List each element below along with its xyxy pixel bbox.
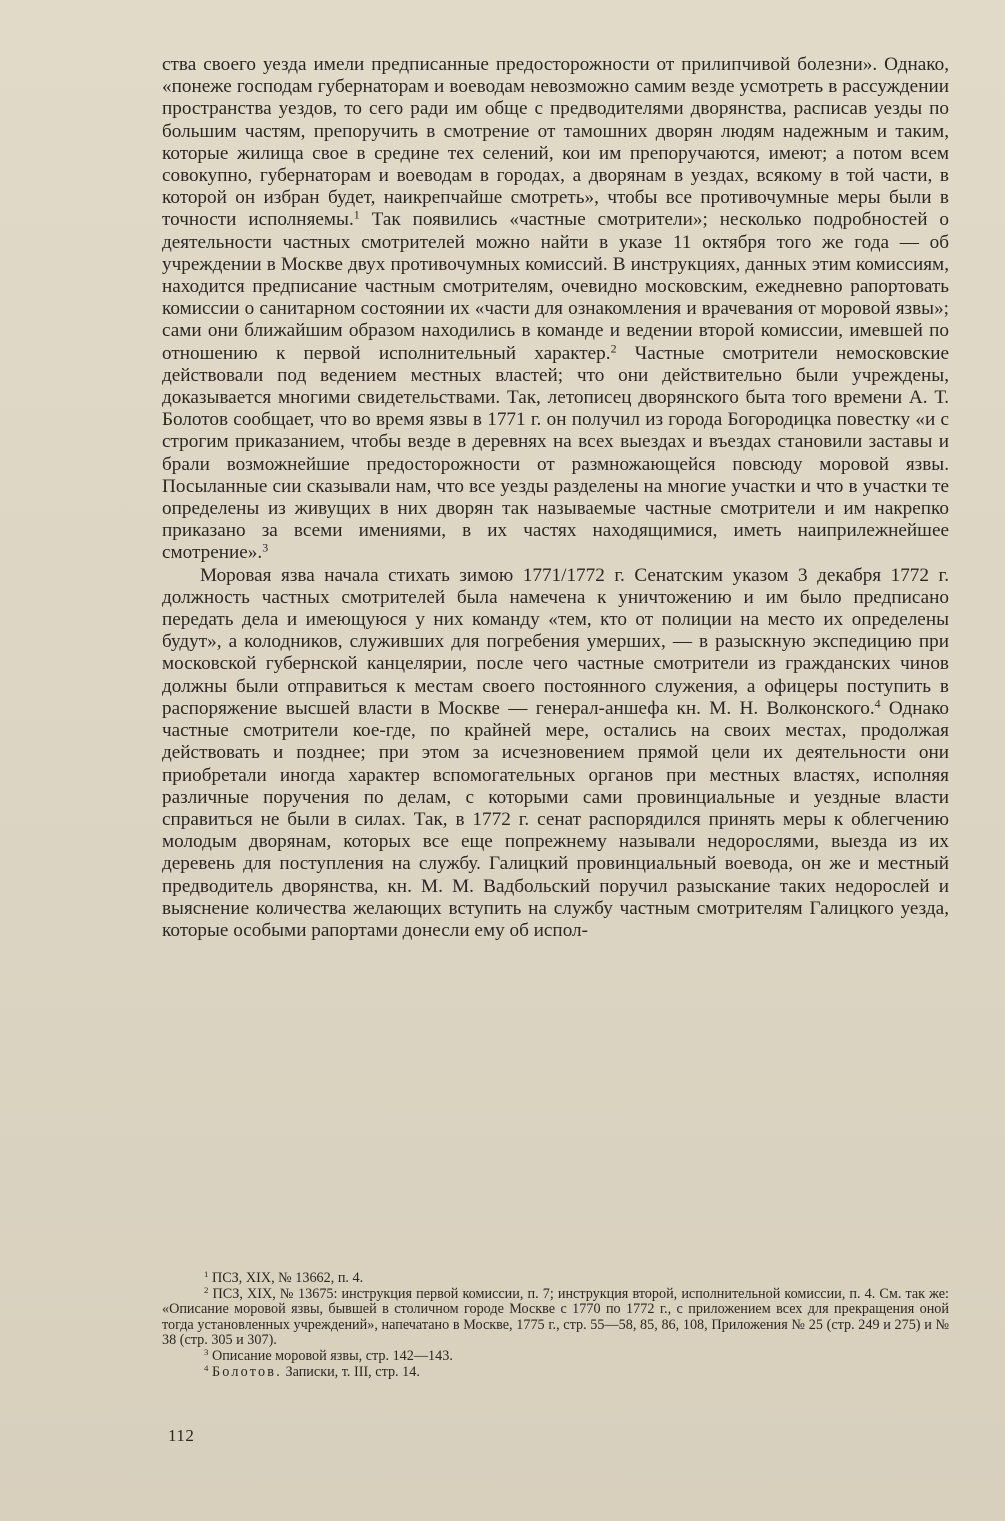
footnote-4-mark: 4 (204, 1362, 209, 1373)
footnote-ref-3[interactable]: 3 (262, 540, 269, 555)
footnote-4-author: Болотов. (211, 1363, 282, 1380)
footnote-3-mark: 3 (204, 1347, 209, 1358)
page-number: 112 (168, 1426, 195, 1445)
paragraph-1-text-c: Частные смотрители немосковские действовали под ведением местных властей; что они действительно были учреждены, доказывается многими свидетельствами. Так, летописец дворянского быта того времени А. Т. Болотов сообщает, что во время язвы в 1771 г. он получил из города Богородицка повестку «и с строгим приказанием, чтобы везде в деревнях на всех выездах и въездах становили заставы и брали возможнейшие предосторожности от размножающейся повсюду моровой язвы. Посыланные сии сказывали нам, что все уезды разделены на многие участки и что в участки те определены из живущих в них дворян так называемые частные смотрители и им накрепко приказано за всеми имениями, в их частях находящимися, иметь наиприлежнейшее смотрение». (162, 342, 949, 564)
footnote-3 (162, 1349, 949, 1365)
paragraph-1-text-b: Так появились «частные смотрители»; несколько подробностей о деятельности частных смотрителей можно найти в указе 11 октября того же года — об учреждении в Москве двух противочумных комиссий. В инструкциях, данных этим комиссиям, находится предписание частным смотрителям, очевидно московским, ежедневно рапортовать комиссии о санитарном состоянии их «части для ознакомления и врачевания от моровой язвы»; сами они ближайшим образом находились в команде и ведении второй комиссии, имевшей по отношению к первой исполнительный характер. (162, 209, 949, 364)
footnote-ref-2[interactable]: 2 (610, 341, 617, 356)
footnote-2-text: ПСЗ, XIX, № 13675: инструкция первой комиссии, п. 7; инструкция второй, исполнительной комиссии, п. 4. См. так же: «Описание моровой язвы, бывшей в столичном городе Москве с 1770 по 1772 г., с приложением всех для прекращения оной тогда установленных учреждений», напечатано в Москве, 1775 г., стр. 55—58, 85, 86, 108, Приложения № 25 (стр. 249 и 275) и № 38 (стр. 305 и 307). (162, 1285, 949, 1349)
footnote-ref-4[interactable]: 4 (874, 696, 881, 711)
footnote-2 (162, 1284, 949, 1349)
footnote-ref-1[interactable]: 1 (353, 207, 360, 222)
footnote-3-text: Описание моровой язвы, стр. 142—143. (211, 1347, 453, 1364)
footnote-4-text: Записки, т. III, стр. 14. (281, 1363, 420, 1380)
footnote-2-mark: 2 (204, 1284, 209, 1295)
paragraph-2-text-b: Однако частные смотрители кое-где, по крайней мере, остались на своих местах, продолжая действовать и позднее; при этом за исчезновением прямой цели их деятельности они приобретали иногда характер вспомогательных органов при местных властях, исполняя различные поручения по делам, с которыми сами провинциальные и уездные власти справиться не были в силах. Так, в 1772 г. сенат распорядился принять меры к облегчению молодым дворянам, которых все еще попрежнему называли недорослями, выезда из их деревень для поступления на службу. Галицкий провинциальный воевода, он же и местный предводитель дворянства, кн. М. М. Вадбольский поручил разыскание таких недорослей и выяснение количества желающих вступить на службу частным смотрителям Галицкого уезда, которые особыми рапортами донесли ему об испол- (162, 697, 950, 941)
body-text (162, 54, 949, 942)
footnotes (162, 1271, 949, 1380)
footnote-1-text: ПСЗ, XIX, № 13662, п. 4. (211, 1270, 364, 1286)
paragraph-1-text-a: ства своего уезда имели предписанные предосторожности от прилипчивой болезни». Однако, «понеже господам губернаторам и воеводам невозможно самим везде усмотреть в рассуждении пространства уездов, то сего ради им обще с предводителями дворянства, расписав уезды по большим частям, препоручить в смотрение от тамошних дворян людям надежным и таким, которые жилища свое в средине тех селений, кои им препоручаются, имеют; а потом всем совокупно, губернаторам и воеводам в городах, а дворянам в уездах, всякому в той части, в которой он избран будет, наикрепчайше смотреть», чтобы все противочумные меры были в точности исполняемы. (162, 54, 949, 231)
paragraph-2 (162, 565, 949, 942)
paragraph-1 (162, 54, 949, 565)
footnote-4 (162, 1362, 949, 1381)
footnote-1-mark: 1 (204, 1269, 209, 1280)
paragraph-2-text-a: Моровая язва начала стихать зимою 1771/1772 г. Сенатским указом 3 декабря 1772 г. должность частных смотрителей была намечена к уничтожению и им было предписано передать дела и имеющуюся у них команду «тем, кто от полиции на место их определены будут», а колодников, служивших для погребения умерших, — в разыскную экспедицию при московской губернской канцелярии, после чего частные смотрители из гражданских чинов должны были отправиться к местам своего постоянного служения, а офицеры поступить в распоряжение высшей власти в Москве — генерал-аншефа кн. М. Н. Волконского. (162, 564, 949, 719)
footnote-1 (162, 1271, 949, 1287)
